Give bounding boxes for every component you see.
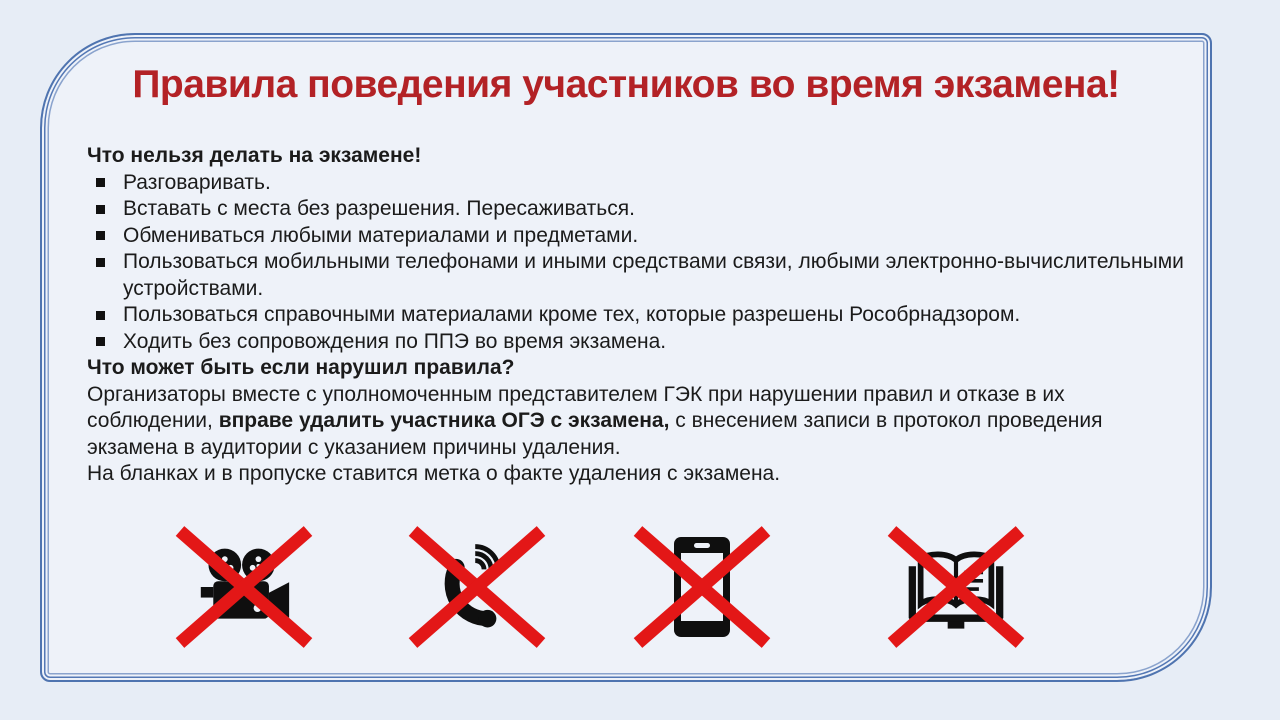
consequences-text-bold: вправе удалить участника ОГЭ с экзамена, [218, 409, 670, 432]
list-item-text: Пользоваться справочными материалами кроме тех, которые разрешены Рособрнадзором. [123, 303, 1021, 326]
red-cross-icon [397, 522, 557, 652]
bullet-square-icon [96, 231, 105, 240]
consequences-text-part2: с внесением записи в протокол проведения экзамена в аудитории с указанием причины удаления. [87, 409, 1103, 459]
bullet-square-icon [96, 337, 105, 346]
red-cross-icon [622, 522, 782, 652]
list-item [87, 249, 1196, 302]
list-item-text: Разговаривать. [123, 170, 271, 194]
list-item [87, 170, 1196, 197]
note-line: На бланках и в пропуске ставится метка о факте удаления с экзамена. [87, 462, 781, 485]
prohibited-open-book [876, 522, 1036, 652]
red-cross-icon [164, 522, 324, 652]
bullet-square-icon [96, 178, 105, 187]
consequences-heading: Что может быть если нарушил правила? [87, 356, 515, 379]
consequences-paragraph [87, 382, 1196, 462]
list-item [87, 329, 1196, 356]
list-item [87, 302, 1196, 329]
list-item-text: Пользоваться мобильными телефонами и иными средствами связи, любыми электронно-вычислительными устройствами. [123, 250, 1184, 300]
forbidden-heading: Что нельзя делать на экзамене! [87, 144, 422, 167]
list-item-text: Ходить без сопровождения по ППЭ во время экзамена. [123, 329, 667, 353]
list-item [87, 196, 1196, 223]
red-cross-icon [876, 522, 1036, 652]
bullet-square-icon [96, 258, 105, 267]
list-item-text: Вставать с места без разрешения. Пересаживаться. [123, 197, 635, 220]
forbidden-list [87, 170, 1196, 356]
prohibited-video-camera [164, 522, 324, 652]
bullet-square-icon [96, 205, 105, 214]
slide-card [40, 33, 1212, 682]
slide-title: Правила поведения участников во время экзамена! [132, 63, 1120, 106]
bullet-square-icon [96, 311, 105, 320]
consequences-text-part1: Организаторы вместе с уполномоченным представителем ГЭК при нарушении правил и отказе в их соблюдении, [87, 382, 1065, 432]
list-item [87, 223, 1196, 250]
list-item-text: Обмениваться любыми материалами и предметами. [123, 223, 639, 247]
slide-body [87, 143, 1196, 488]
prohibited-smartphone [622, 522, 782, 652]
prohibited-telephone [397, 522, 557, 652]
